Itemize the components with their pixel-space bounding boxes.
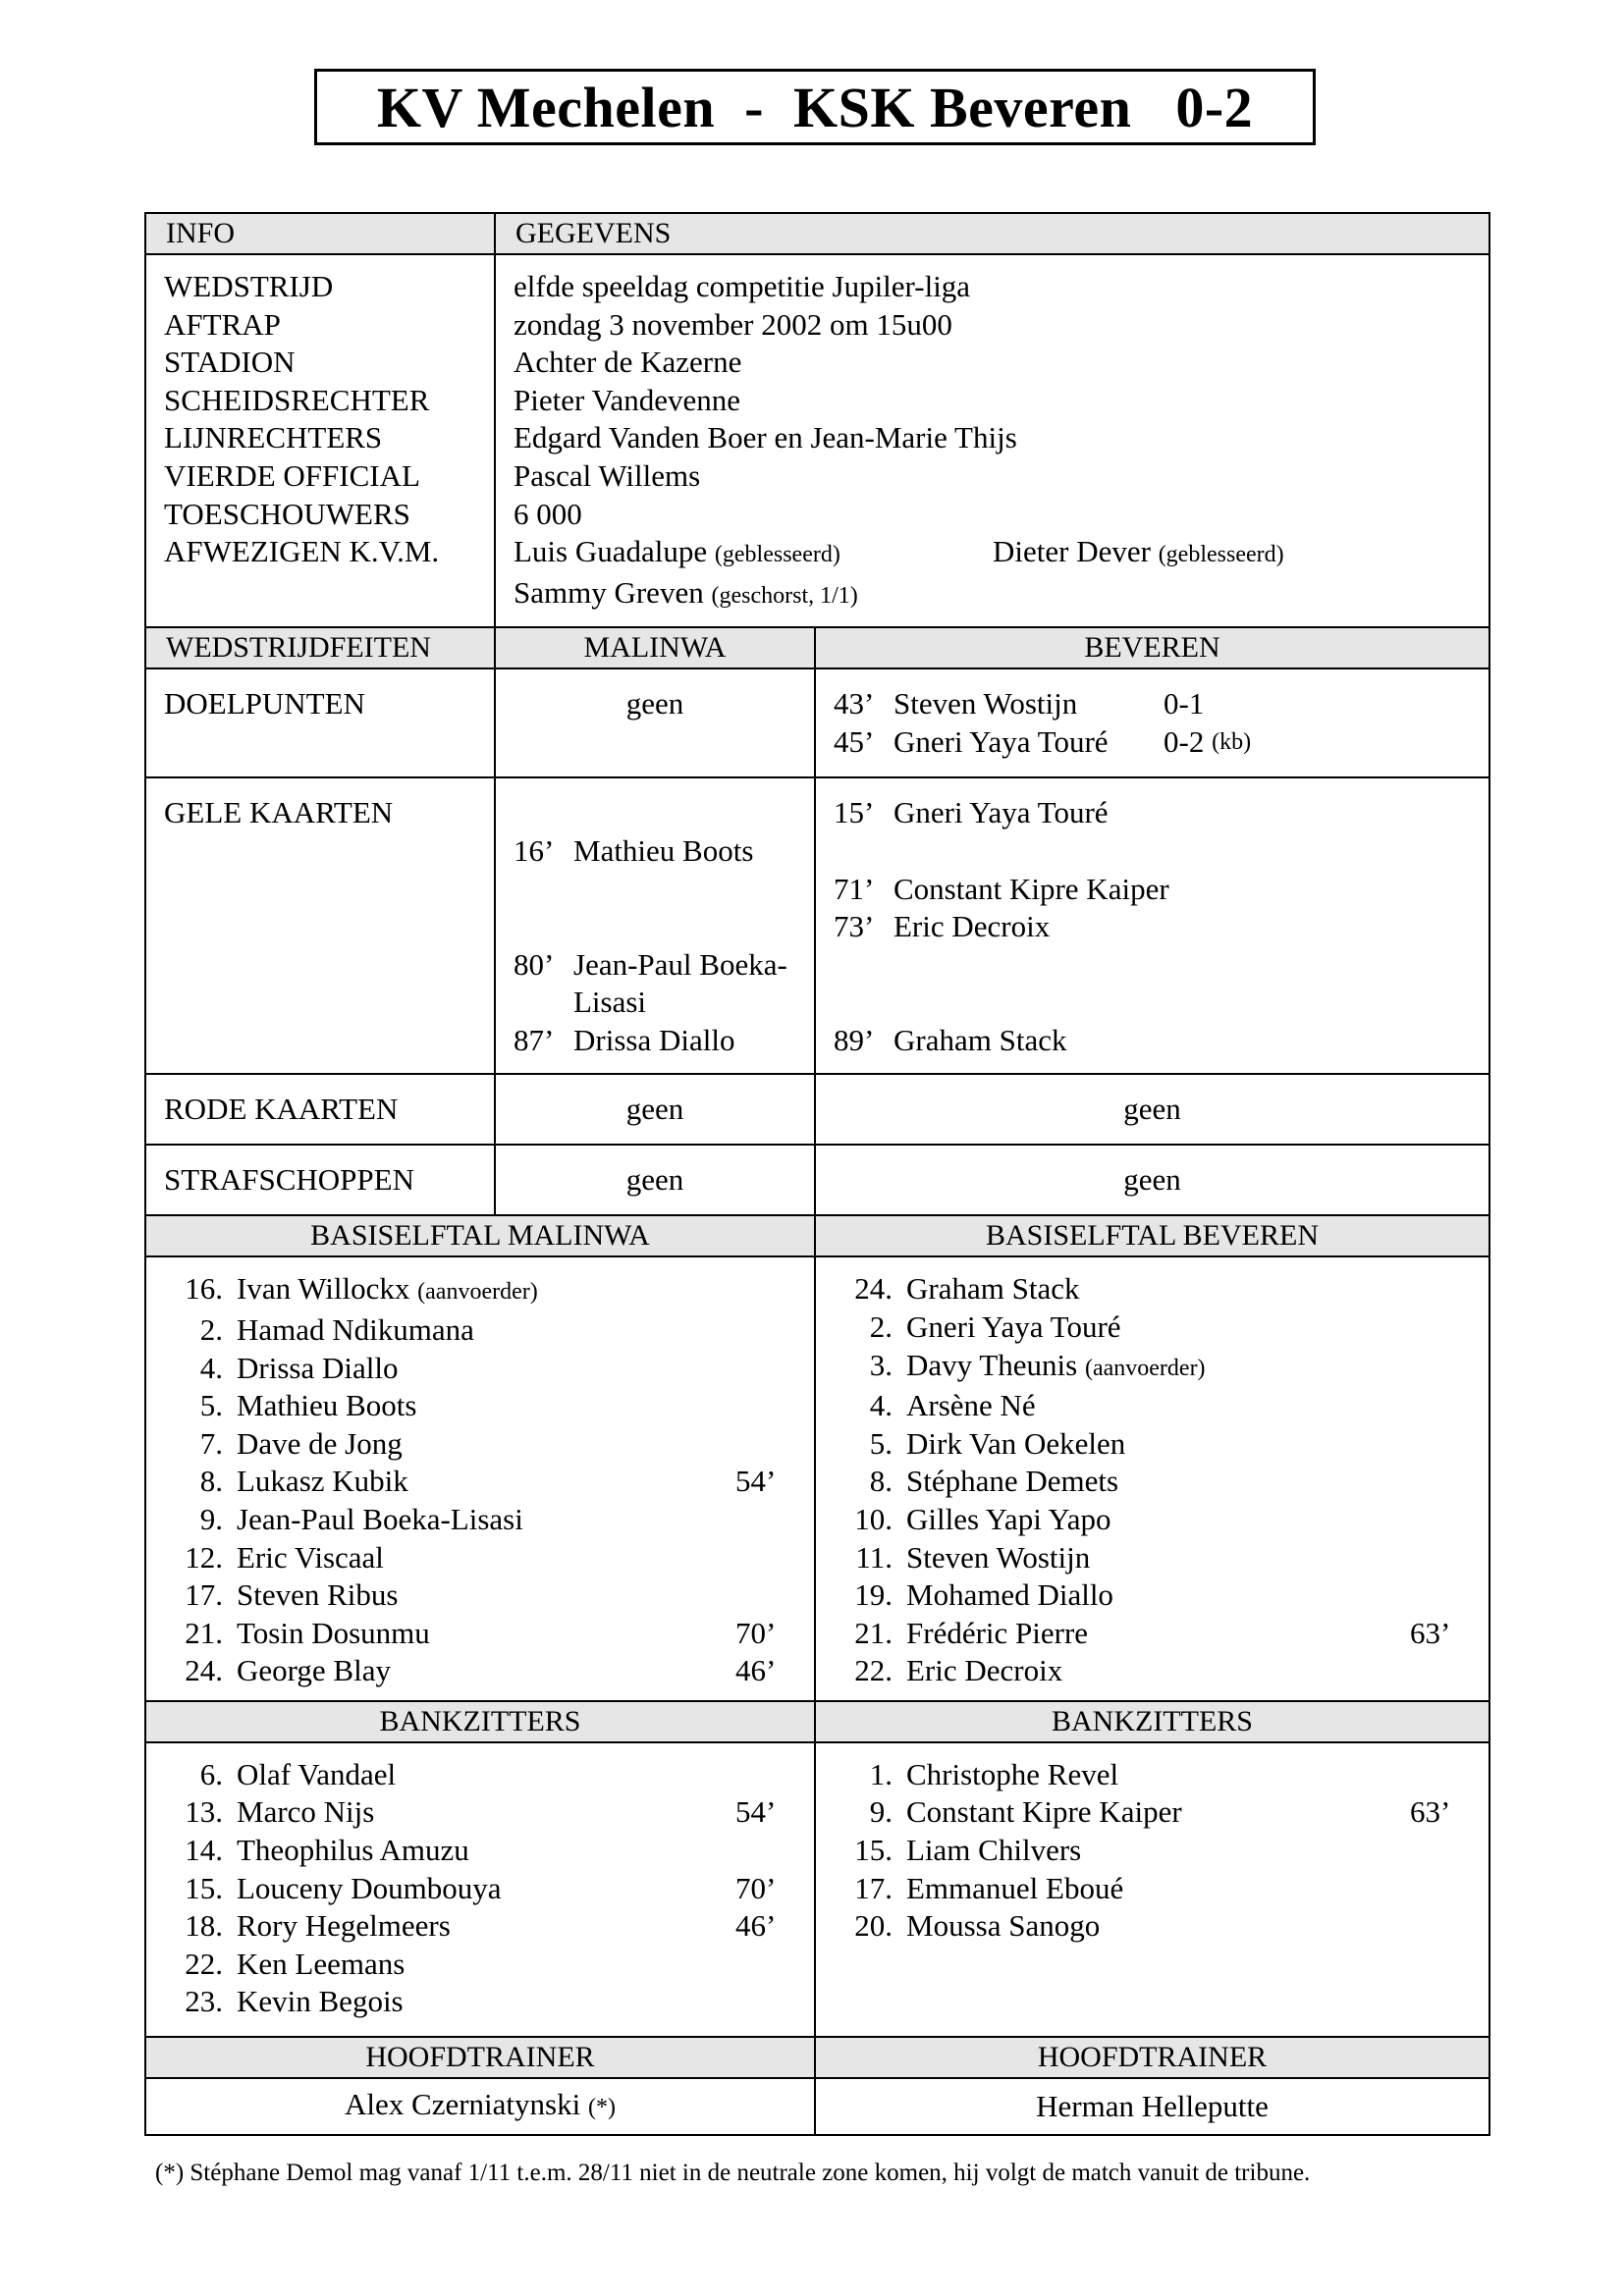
info-label: STADION xyxy=(164,345,296,380)
lineup-team2-header: BASISELFTAL BEVEREN xyxy=(815,1215,1489,1256)
yellow-player xyxy=(573,794,788,832)
yellow-row xyxy=(514,908,796,946)
yellow-row xyxy=(834,908,1471,946)
player-number: 17. xyxy=(185,1577,223,1613)
penalty-team1: geen xyxy=(495,1145,815,1215)
player-note: (aanvoerder) xyxy=(417,1279,538,1306)
yellow-player xyxy=(573,908,788,946)
player-row xyxy=(834,1501,1489,1539)
player-name-cell xyxy=(237,1270,735,1311)
player-name-cell xyxy=(906,1576,1410,1615)
player-name: Steven Wostijn xyxy=(906,1539,1091,1575)
substitution-minute xyxy=(1410,1308,1489,1347)
player-name: Dirk Van Oekelen xyxy=(906,1425,1126,1461)
substitution-minute: 63’ xyxy=(1410,1794,1451,1830)
player-name: Frédéric Pierre xyxy=(906,1615,1089,1650)
lineup-team1-header: BASISELFTAL MALINWA xyxy=(145,1215,815,1256)
player-name-cell xyxy=(237,1539,735,1577)
yellow-minute xyxy=(834,984,893,1022)
goal-score: 0-2 xyxy=(1164,723,1205,759)
player-name-cell xyxy=(237,1501,735,1539)
player-name: Eric Viscaal xyxy=(237,1539,384,1575)
substitution-minute: 70’ xyxy=(735,1870,777,1905)
yellow-minute: 89’ xyxy=(834,1022,875,1057)
player-name: Mohamed Diallo xyxy=(906,1577,1113,1613)
player-number: 12. xyxy=(185,1539,223,1575)
coach-team1-note: (*) xyxy=(587,2095,616,2121)
player-name-cell xyxy=(237,1463,735,1501)
player-name-cell xyxy=(906,1793,1410,1832)
substitution-minute xyxy=(735,1983,814,2021)
player-row xyxy=(834,1387,1489,1425)
player-number: 21. xyxy=(854,1615,893,1650)
player-name-cell xyxy=(906,1270,1410,1308)
player-row xyxy=(164,1387,814,1425)
substitution-minute: 63’ xyxy=(1410,1615,1451,1650)
info-value: Pieter Vandevenne xyxy=(514,382,740,417)
yellow-minute xyxy=(834,832,893,871)
player-row xyxy=(834,1652,1489,1690)
substitution-minute xyxy=(735,1539,814,1577)
info-label: TOESCHOUWERS xyxy=(164,496,410,531)
absent-label: AFWEZIGEN K.V.M. xyxy=(164,534,440,569)
absent-name: Luis Guadalupe xyxy=(514,534,708,569)
player-row xyxy=(834,1425,1489,1464)
player-row xyxy=(834,1832,1489,1870)
player-number: 18. xyxy=(185,1908,223,1944)
player-name-cell xyxy=(906,1832,1410,1870)
player-name-cell xyxy=(906,1870,1410,1908)
absent-note: (geblesseerd) xyxy=(1158,542,1284,568)
player-row xyxy=(164,1539,814,1577)
player-number: 4. xyxy=(869,1388,893,1423)
player-name: Kevin Begois xyxy=(237,1984,404,2019)
info-value: elfde speeldag competitie Jupiler-liga xyxy=(514,269,971,303)
team1-facts-header: MALINWA xyxy=(495,627,815,668)
substitution-minute xyxy=(1410,1501,1489,1539)
yellow-minute xyxy=(514,908,573,946)
player-number: 9. xyxy=(199,1501,223,1536)
yellow-row xyxy=(514,871,796,909)
lineup-team1 xyxy=(145,1256,815,1701)
player-name: Eric Decroix xyxy=(906,1653,1063,1688)
player-number: 20. xyxy=(854,1908,893,1944)
info-values xyxy=(495,254,1489,627)
info-header: INFO xyxy=(145,213,495,254)
player-name-cell xyxy=(237,1832,735,1870)
goal-minute: 45’ xyxy=(834,723,875,759)
player-name-cell xyxy=(237,1652,735,1690)
player-name: Davy Theunis xyxy=(906,1347,1078,1382)
player-name: Ken Leemans xyxy=(237,1946,406,1981)
player-name: Liam Chilvers xyxy=(906,1833,1082,1868)
red-label: RODE KAARTEN xyxy=(145,1074,495,1145)
player-number: 8. xyxy=(869,1464,893,1499)
yellow-player: Mathieu Boots xyxy=(573,832,754,868)
yellow-player xyxy=(573,871,788,909)
player-number: 5. xyxy=(199,1388,223,1423)
player-name: Rory Hegelmeers xyxy=(237,1908,451,1944)
yellow-player xyxy=(893,984,1463,1022)
player-note: (aanvoerder) xyxy=(1084,1355,1206,1381)
substitution-minute xyxy=(1410,1539,1489,1577)
player-name-cell xyxy=(906,1907,1410,1946)
yellow-row xyxy=(514,794,796,832)
player-number: 22. xyxy=(854,1653,893,1688)
goal-score: 0-1 xyxy=(1164,686,1205,721)
player-row xyxy=(834,1539,1489,1577)
player-name-cell xyxy=(237,1793,735,1832)
player-name: Dave de Jong xyxy=(237,1425,403,1461)
info-value: Edgard Vanden Boer en Jean-Marie Thijs xyxy=(514,420,1017,455)
player-name-cell xyxy=(237,1350,735,1388)
player-name: Ivan Willockx xyxy=(237,1271,410,1307)
yellow-player: Graham Stack xyxy=(893,1022,1067,1057)
player-number: 8. xyxy=(199,1464,223,1499)
substitution-minute xyxy=(1410,1387,1489,1425)
player-name-cell xyxy=(237,1311,735,1350)
yellow-team1 xyxy=(495,777,815,1074)
footnote: (*) Stéphane Demol mag vanaf 1/11 t.e.m. 28/11 niet in de neutrale zone komen, hij volgt de match vanuit de tribune. xyxy=(155,2160,1311,2186)
yellow-minute xyxy=(514,794,573,832)
player-row xyxy=(164,1350,814,1388)
player-name-cell xyxy=(237,1983,735,2021)
absent-note: (geschorst, 1/1) xyxy=(711,582,858,609)
info-value: 6 000 xyxy=(514,496,582,531)
yellow-player xyxy=(893,946,1463,985)
player-row xyxy=(164,1946,814,1984)
player-name: George Blay xyxy=(237,1653,391,1688)
substitution-minute: 54’ xyxy=(735,1464,777,1499)
goals-label: DOELPUNTEN xyxy=(145,668,495,777)
player-number: 6. xyxy=(199,1756,223,1791)
player-name-cell xyxy=(906,1756,1410,1794)
player-name-cell xyxy=(906,1501,1410,1539)
goals-team1: geen xyxy=(495,668,815,777)
player-name: Drissa Diallo xyxy=(237,1350,399,1385)
player-row xyxy=(164,1832,814,1870)
substitution-minute xyxy=(1410,1463,1489,1501)
substitution-minute xyxy=(735,1350,814,1388)
substitution-minute xyxy=(735,1387,814,1425)
player-name: Jean-Paul Boeka-Lisasi xyxy=(237,1501,523,1536)
substitution-minute xyxy=(735,1501,814,1539)
substitution-minute: 54’ xyxy=(735,1794,777,1830)
player-row xyxy=(164,1270,814,1311)
player-name-cell xyxy=(237,1756,735,1794)
player-row xyxy=(834,1308,1489,1347)
bench-team2 xyxy=(815,1742,1489,2037)
substitution-minute xyxy=(735,1946,814,1984)
facts-header: WEDSTRIJDFEITEN xyxy=(145,627,495,668)
player-name-cell xyxy=(906,1539,1410,1577)
coach-team1 xyxy=(145,2078,815,2135)
yellow-team2 xyxy=(815,777,1489,1074)
bench-team1 xyxy=(145,1742,815,2037)
penalty-team2: geen xyxy=(815,1145,1489,1215)
yellow-row xyxy=(834,1022,1471,1060)
player-number: 2. xyxy=(199,1311,223,1347)
goals-team2 xyxy=(815,668,1489,777)
substitution-minute xyxy=(735,1756,814,1794)
player-name: Lukasz Kubik xyxy=(237,1464,408,1499)
player-name-cell xyxy=(237,1615,735,1653)
player-name: Moussa Sanogo xyxy=(906,1908,1101,1944)
goal-scorer: Steven Wostijn xyxy=(893,686,1078,721)
coach-team1-header: HOOFDTRAINER xyxy=(145,2037,815,2078)
info-labels xyxy=(145,254,495,627)
player-number: 9. xyxy=(869,1794,893,1830)
player-number: 23. xyxy=(185,1984,223,2019)
goal-row xyxy=(834,723,1471,762)
yellow-minute: 15’ xyxy=(834,795,875,830)
yellow-minute xyxy=(514,871,573,909)
substitution-minute xyxy=(1410,1870,1489,1908)
player-name: Arsène Né xyxy=(906,1388,1036,1423)
yellow-row xyxy=(834,871,1471,909)
player-row xyxy=(834,1870,1489,1908)
info-value: zondag 3 november 2002 om 15u00 xyxy=(514,306,952,342)
yellow-player: Drissa Diallo xyxy=(573,1022,735,1057)
player-row xyxy=(164,1983,814,2021)
red-team1: geen xyxy=(495,1074,815,1145)
player-row xyxy=(164,1501,814,1539)
yellow-player: Constant Kipre Kaiper xyxy=(893,871,1169,906)
goal-scorer: Gneri Yaya Touré xyxy=(893,723,1109,759)
yellow-minute: 71’ xyxy=(834,871,875,906)
player-name-cell xyxy=(237,1870,735,1908)
absent-row xyxy=(514,533,1489,574)
player-row xyxy=(834,1270,1489,1308)
player-number: 24. xyxy=(854,1271,893,1307)
player-name: Tosin Dosunmu xyxy=(237,1615,430,1650)
info-value: Pascal Willems xyxy=(514,457,701,493)
player-number: 1. xyxy=(869,1756,893,1791)
substitution-minute xyxy=(735,1270,814,1311)
yellow-minute: 73’ xyxy=(834,909,875,944)
player-name: Mathieu Boots xyxy=(237,1388,417,1423)
penalty-label: STRAFSCHOPPEN xyxy=(145,1145,495,1215)
player-name: Olaf Vandael xyxy=(237,1756,397,1791)
goal-row xyxy=(834,685,1471,723)
yellow-row xyxy=(514,1022,796,1060)
player-name: Marco Nijs xyxy=(237,1794,375,1830)
substitution-minute xyxy=(1410,1425,1489,1464)
yellow-player xyxy=(893,832,1463,871)
absent-name: Sammy Greven xyxy=(514,574,704,610)
details-header: GEGEVENS xyxy=(495,213,1489,254)
substitution-minute xyxy=(735,1425,814,1464)
player-name: Steven Ribus xyxy=(237,1577,399,1613)
red-team2: geen xyxy=(815,1074,1489,1145)
player-name: Theophilus Amuzu xyxy=(237,1833,469,1868)
yellow-row xyxy=(834,984,1471,1022)
yellow-minute: 16’ xyxy=(514,832,555,868)
absent-name: Dieter Dever xyxy=(993,534,1151,569)
bench-team2-header: BANKZITTERS xyxy=(815,1701,1489,1742)
player-row xyxy=(164,1425,814,1464)
player-row xyxy=(164,1907,814,1946)
player-name: Louceny Doumbouya xyxy=(237,1870,502,1905)
player-name: Gilles Yapi Yapo xyxy=(906,1501,1111,1536)
player-name: Constant Kipre Kaiper xyxy=(906,1794,1182,1830)
yellow-player: Gneri Yaya Touré xyxy=(893,795,1109,830)
yellow-row xyxy=(834,832,1471,871)
yellow-minute xyxy=(834,946,893,985)
substitution-minute xyxy=(1410,1347,1489,1388)
coach-team2-name: Herman Helleputte xyxy=(815,2078,1489,2135)
player-number: 10. xyxy=(854,1501,893,1536)
substitution-minute xyxy=(735,1311,814,1350)
substitution-minute: 70’ xyxy=(735,1615,777,1650)
player-name-cell xyxy=(906,1425,1410,1464)
player-row xyxy=(834,1463,1489,1501)
player-number: 24. xyxy=(185,1653,223,1688)
player-row xyxy=(164,1576,814,1615)
yellow-minute: 80’ xyxy=(514,946,555,982)
player-name: Emmanuel Eboué xyxy=(906,1870,1124,1905)
team2-facts-header: BEVEREN xyxy=(815,627,1489,668)
info-label: WEDSTRIJD xyxy=(164,269,334,303)
info-label: AFTRAP xyxy=(164,306,281,342)
player-number: 19. xyxy=(854,1577,893,1613)
substitution-minute xyxy=(1410,1576,1489,1615)
goal-minute: 43’ xyxy=(834,686,875,721)
player-number: 21. xyxy=(185,1615,223,1650)
substitution-minute: 46’ xyxy=(735,1653,777,1688)
player-name: Hamad Ndikumana xyxy=(237,1311,474,1347)
player-name-cell xyxy=(237,1387,735,1425)
player-number: 2. xyxy=(869,1308,893,1344)
goal-note: (kb) xyxy=(1212,728,1252,755)
player-number: 14. xyxy=(185,1833,223,1868)
player-name: Christophe Revel xyxy=(906,1756,1119,1791)
substitution-minute xyxy=(735,1832,814,1870)
player-row xyxy=(834,1907,1489,1946)
player-name: Gneri Yaya Touré xyxy=(906,1308,1121,1344)
player-number: 5. xyxy=(869,1425,893,1461)
info-label: LIJNRECHTERS xyxy=(164,420,383,455)
yellow-player: Eric Decroix xyxy=(893,909,1051,944)
substitution-minute xyxy=(735,1576,814,1615)
lineup-team2 xyxy=(815,1256,1489,1701)
player-name-cell xyxy=(906,1615,1410,1653)
yellow-row xyxy=(514,946,796,1022)
substitution-minute: 46’ xyxy=(735,1908,777,1944)
player-row xyxy=(164,1793,814,1832)
player-row xyxy=(834,1756,1489,1794)
player-row xyxy=(164,1870,814,1908)
player-number: 15. xyxy=(854,1833,893,1868)
player-name-cell xyxy=(237,1907,735,1946)
coach-team2-header: HOOFDTRAINER xyxy=(815,2037,1489,2078)
match-report-table xyxy=(144,212,1490,2136)
absent-row xyxy=(514,574,1489,615)
player-number: 15. xyxy=(185,1870,223,1905)
substitution-minute xyxy=(1410,1907,1489,1946)
player-name-cell xyxy=(906,1652,1410,1690)
player-number: 13. xyxy=(185,1794,223,1830)
info-label: VIERDE OFFICIAL xyxy=(164,457,420,493)
player-name-cell xyxy=(906,1308,1410,1347)
player-name: Stéphane Demets xyxy=(906,1464,1119,1499)
yellow-row xyxy=(834,794,1471,832)
yellow-minute: 87’ xyxy=(514,1022,555,1057)
player-row xyxy=(834,1615,1489,1653)
player-row xyxy=(834,1793,1489,1832)
player-row xyxy=(164,1652,814,1690)
player-row xyxy=(834,1576,1489,1615)
info-label: SCHEIDSRECHTER xyxy=(164,382,430,417)
coach-team1-name: Alex Czerniatynski xyxy=(345,2087,581,2122)
player-name-cell xyxy=(906,1463,1410,1501)
player-number: 22. xyxy=(185,1946,223,1981)
player-number: 4. xyxy=(199,1350,223,1385)
info-value: Achter de Kazerne xyxy=(514,345,742,380)
player-number: 11. xyxy=(855,1539,893,1575)
player-row xyxy=(164,1615,814,1653)
substitution-minute xyxy=(1410,1756,1489,1794)
bench-team1-header: BANKZITTERS xyxy=(145,1701,815,1742)
match-title: KV Mechelen - KSK Beveren 0-2 xyxy=(314,69,1316,145)
yellow-row xyxy=(514,832,796,871)
player-row xyxy=(164,1463,814,1501)
player-name: Graham Stack xyxy=(906,1271,1080,1307)
player-number: 17. xyxy=(854,1870,893,1905)
player-number: 16. xyxy=(185,1271,223,1307)
absent-note: (geblesseerd) xyxy=(714,542,840,568)
yellow-label: GELE KAARTEN xyxy=(145,777,495,1074)
player-row xyxy=(164,1311,814,1350)
player-name-cell xyxy=(237,1425,735,1464)
player-name-cell xyxy=(237,1576,735,1615)
player-name-cell xyxy=(906,1387,1410,1425)
yellow-row xyxy=(834,946,1471,985)
player-row xyxy=(164,1756,814,1794)
player-number: 7. xyxy=(199,1425,223,1461)
yellow-player: Jean-Paul Boeka-Lisasi xyxy=(573,946,787,1020)
substitution-minute xyxy=(1410,1270,1489,1308)
player-number: 3. xyxy=(869,1347,893,1382)
player-row xyxy=(834,1347,1489,1388)
substitution-minute xyxy=(1410,1652,1489,1690)
player-name-cell xyxy=(906,1347,1410,1388)
player-name-cell xyxy=(237,1946,735,1984)
substitution-minute xyxy=(1410,1832,1489,1870)
